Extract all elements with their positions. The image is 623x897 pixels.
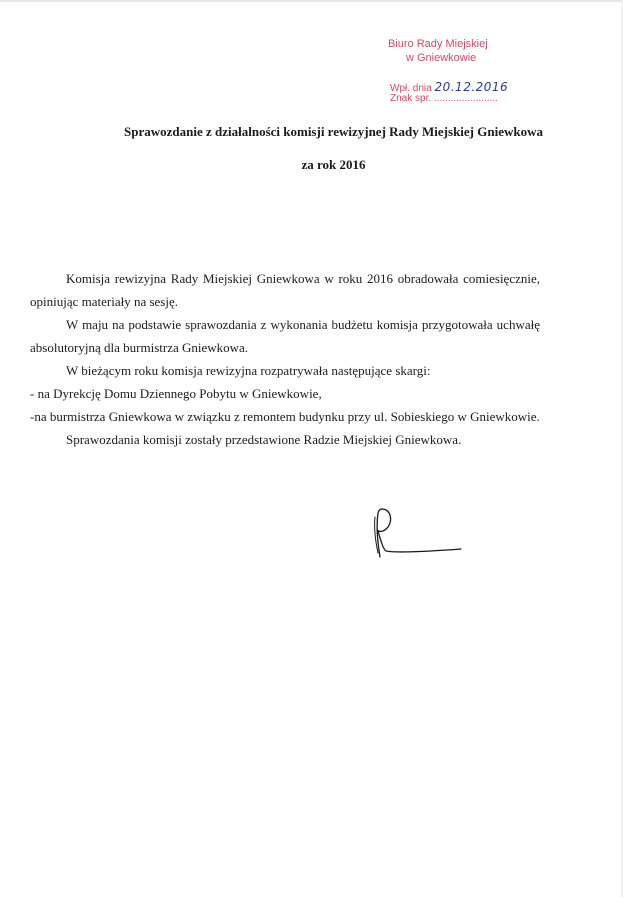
stamp-received-date: 20.12.2016 [434,80,509,94]
complaint-item: -na burmistrza Gniewkowa w związku z remontem budynku przy ul. Sobieskiego w Gniewkowie. [30,409,540,424]
document-title: Sprawozdanie z działalności komisji rewizyjnej Rady Miejskiej Gniewkowa [124,124,543,139]
scan-edge [0,0,623,2]
stamp-case-line [390,93,498,104]
stamp-case-dots: ....................... [433,93,498,104]
document-subtitle: za rok 2016 [301,157,366,172]
complaint-item: - na Dyrekcję Domu Dziennego Pobytu w Gniewkowie, [30,386,322,401]
stamp-office-line: Biuro Rady Miejskiej [388,38,488,50]
paragraph-complaints-intro: W bieżącym roku komisja rewizyjna rozpatrywała następujące skargi: [66,363,431,378]
stamp-case-label: Znak spr. [390,93,432,104]
paragraph-meetings: Komisja rewizyjna Rady Miejskiej Gniewkowa w roku 2016 obradowała comiesięcznie, opiniując materiały na sesję. [30,271,540,309]
handwritten-signature [366,505,466,565]
stamp-town-line: w Gniewkowie [406,52,477,64]
paragraph-budget: W maju na podstawie sprawozdania z wykonania budżetu komisja przygotowała uchwałę absolutoryjną dla burmistrza Gniewkowa. [30,317,540,355]
paragraph-closing: Sprawozdania komisji zostały przedstawione Radzie Miejskiej Gniewkowa. [66,432,462,447]
stamp-received-line [390,80,508,94]
stamp-received-label: Wpł. dnia [390,83,432,94]
document-body [30,267,540,451]
